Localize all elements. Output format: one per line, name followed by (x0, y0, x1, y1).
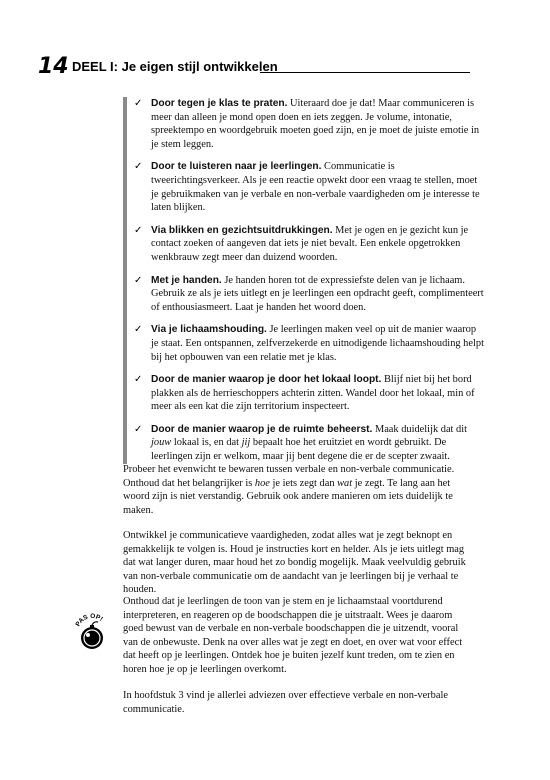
paragraph-remember: Onthoud dat je leerlingen de toon van je stem en je lichaamstaal voortdurend interpreteren, en reageren op de boodschappen die je uitstraalt. Wees je daarom goed bewust van de verbale en non-verbale boodschappen die je uitzendt, vooral van de onbewuste. Denk na over alles wat je zegt en doet, en over wat voor effect dat heeft op je leerlingen. Ontdek hoe je buiten jezelf kunt treden, om te zien en horen hoe je op je leerlingen overkomt. (123, 596, 463, 675)
bullet-lead: Door de manier waarop je door het lokaal loopt. (151, 374, 382, 386)
bullet-text: Communicatie is tweerichtingsverkeer. Als je een reactie opwekt door een vraag te stellen, moet je gebruikmaken van je verbale en non-verbale vaardigheden om je interesse te laten blijken. (151, 161, 480, 214)
page-header (38, 55, 470, 87)
list-item (133, 423, 485, 464)
bomb-icon-graphic (70, 610, 114, 654)
list-item (133, 323, 485, 364)
check-icon: ✓ (134, 374, 143, 386)
bullet-lead: Via blikken en gezichtsuitdrukkingen. (151, 224, 333, 236)
bullet-text: Met je ogen en je gezicht kun je contact zoeken of aangeven dat iets je niet bevalt. Een enkele opgetrokken wenkbrauw zegt meer dan duizend woorden. (151, 224, 469, 263)
list-item (133, 274, 485, 315)
para-text: je iets zegt dan (269, 477, 338, 489)
bullet-text: bepaalt hoe het eruitziet en wordt gebruikt. De leerlingen zijn er welkom, maar jij bent degene die er de scepter zwaait. (151, 437, 450, 463)
emphasis-word: jouw (151, 437, 172, 449)
para-text: je zegt. Te lang aan het woord zijn is niet verstandig. Gebruik ook andere manieren om iets duidelijk te maken. (123, 477, 453, 516)
bullet-lead: Door de manier waarop je de ruimte beheerst. (151, 423, 373, 435)
para-text: Probeer het evenwicht te bewaren tussen verbale en non-verbale communicatie. Onthoud dat het belangrijker is (123, 464, 455, 489)
paragraph-skills: Ontwikkel je communicatieve vaardigheden, zodat alles wat je zegt beknopt en gemakkelijk te volgen is. Houd je instructies kort en helder. Als je iets uitlegt mag dat wat langer duren, maar houd het zo bondig mogelijk. Maak veelvuldig gebruik van non-verbale communicatie om de aandacht van je leerlingen bij je verhaal te houden. (123, 530, 466, 596)
page-number: 14 (38, 54, 69, 79)
paragraph-chapter-ref: In hoofdstuk 3 vind je allerlei adviezen over effectieve verbale en non-verbale communicatie. (123, 690, 448, 715)
emphasis-word: wat (337, 477, 353, 489)
bullet-text: Je leerlingen maken veel op uit de manier waarop je staat. Een ontspannen, zelfverzekerde en uitnodigende lichaamshouding helpt bij het opbouwen van een relatie met je klas. (151, 324, 484, 363)
check-icon: ✓ (134, 423, 143, 435)
list-item (133, 97, 485, 151)
emphasis-word: jij (241, 437, 251, 449)
pas-op-label: PAS OP! (74, 612, 104, 628)
check-icon: ✓ (134, 324, 143, 336)
bullet-text: Uiteraard doe je dat! Maar communiceren is meer dan alleen je mond open doen en iets zeggen. Je volume, intonatie, spreektempo en woordgebruik moeten goed zijn, en je moet de juiste emotie in je stem leggen. (151, 98, 480, 150)
list-item (133, 373, 485, 414)
bullet-text: Maak duidelijk dat dit (372, 423, 468, 435)
check-icon: ✓ (134, 161, 143, 173)
bullet-lead: Via je lichaamshouding. (151, 324, 267, 336)
bullet-text: lokaal is, en dat (171, 437, 242, 449)
bullet-lead: Door te luisteren naar je leerlingen. (151, 161, 322, 173)
pas-op-bomb-icon (70, 610, 114, 654)
check-icon: ✓ (134, 224, 143, 236)
paragraph-balance (123, 463, 475, 517)
emphasis-word: hoe (254, 477, 270, 489)
bullet-text: Blijf niet bij het bord plakken als de herrieschoppers achterin zitten. Wandel door het lokaal, min of meer als een kat die zijn territorium inspecteert. (151, 374, 475, 413)
bullet-lead: Met je handen. (151, 274, 222, 286)
list-item (133, 160, 485, 214)
running-head-title: DEEL I: Je eigen stijl ontwikkelen (72, 59, 278, 74)
bullet-list (123, 97, 485, 464)
list-item (133, 224, 485, 265)
header-rule (260, 72, 470, 73)
bullet-text: Je handen horen tot de expressiefste delen van je lichaam. Gebruik ze als je iets uitlegt en je leerlingen een opdracht geeft, complimenteert of enthousiasmeert. Laat je handen het woord doen. (151, 274, 484, 313)
check-icon: ✓ (134, 274, 143, 286)
bullet-lead: Door tegen je klas te praten. (151, 98, 288, 109)
check-icon: ✓ (134, 98, 143, 109)
